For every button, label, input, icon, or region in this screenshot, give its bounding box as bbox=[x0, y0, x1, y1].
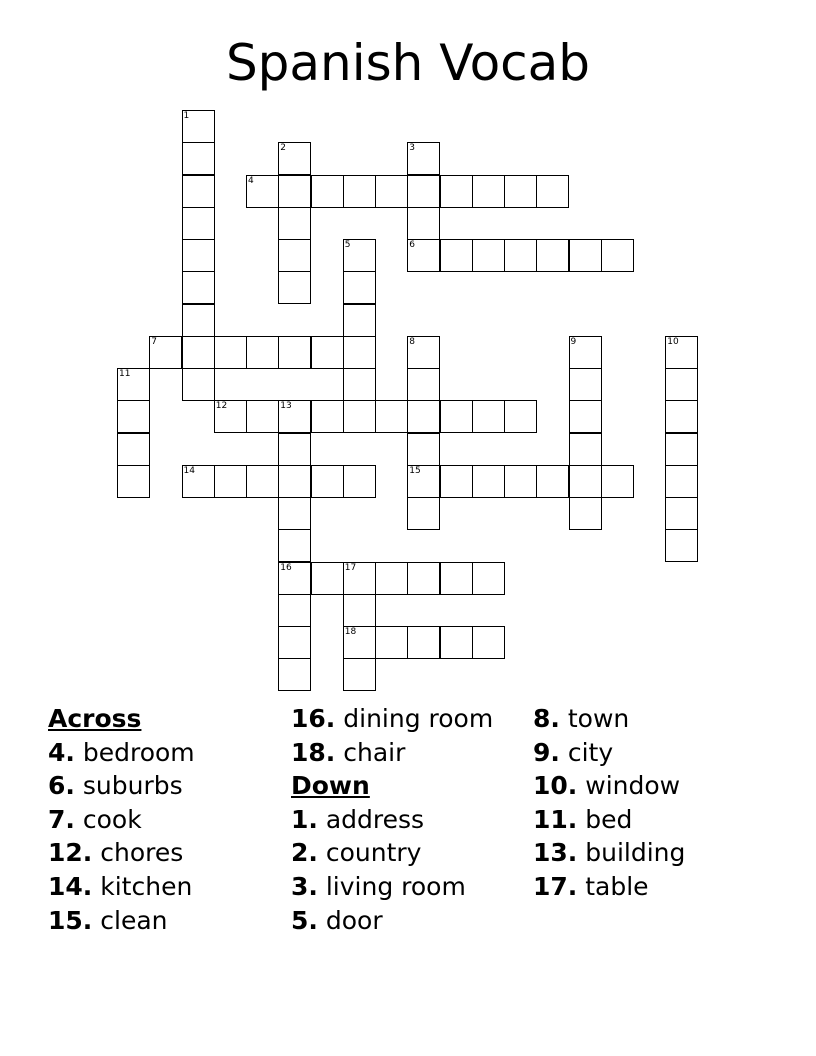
grid-cell[interactable] bbox=[182, 304, 215, 337]
clue-number: 8 bbox=[409, 336, 415, 347]
clue-number: 1 bbox=[183, 111, 190, 121]
clue-number: 5 bbox=[344, 240, 351, 250]
grid-cell[interactable] bbox=[601, 239, 634, 272]
grid-cell[interactable] bbox=[343, 626, 376, 659]
clue-number: 11 bbox=[119, 369, 131, 379]
grid-cell[interactable] bbox=[343, 368, 376, 401]
clue-down-5: 5. door bbox=[291, 905, 383, 935]
grid-cell[interactable] bbox=[440, 465, 473, 498]
grid-cell[interactable] bbox=[278, 142, 311, 175]
grid-cell[interactable] bbox=[246, 175, 279, 208]
grid-cell[interactable] bbox=[407, 626, 440, 659]
grid-cell[interactable] bbox=[472, 626, 505, 659]
grid-cell[interactable] bbox=[278, 271, 311, 304]
grid-cell[interactable] bbox=[569, 239, 602, 272]
clue-across-14: 14. kitchen bbox=[48, 871, 193, 901]
grid-cell[interactable] bbox=[246, 336, 279, 369]
grid-cell[interactable] bbox=[407, 433, 440, 466]
grid-cell[interactable] bbox=[278, 497, 311, 530]
grid-cell[interactable] bbox=[407, 400, 440, 433]
grid-cell[interactable] bbox=[343, 239, 376, 272]
grid-cell[interactable] bbox=[117, 368, 150, 401]
grid-cell[interactable] bbox=[504, 175, 537, 208]
grid-cell[interactable] bbox=[182, 207, 215, 240]
clue-column-3 bbox=[533, 702, 773, 904]
grid-cell[interactable] bbox=[278, 175, 311, 208]
grid-cell[interactable] bbox=[278, 433, 311, 466]
clue-number: 18 bbox=[344, 627, 357, 637]
grid-cell[interactable] bbox=[665, 368, 698, 401]
clue-number: 4 bbox=[248, 175, 254, 186]
clue-across-6: 6. suburbs bbox=[48, 771, 183, 801]
clue-number: 3 bbox=[409, 143, 415, 154]
clue-across-7: 7. cook bbox=[48, 804, 142, 834]
clue-number: 15 bbox=[409, 465, 421, 476]
grid-cell[interactable] bbox=[407, 497, 440, 530]
grid-cell[interactable] bbox=[278, 562, 311, 595]
grid-cell[interactable] bbox=[569, 400, 602, 433]
clue-number: 2 bbox=[280, 143, 286, 154]
grid-cell[interactable] bbox=[343, 658, 376, 691]
grid-cell[interactable] bbox=[504, 400, 537, 433]
clue-number: 17 bbox=[344, 562, 357, 573]
grid-cell[interactable] bbox=[214, 336, 247, 369]
grid-cell[interactable] bbox=[440, 175, 473, 208]
grid-cell[interactable] bbox=[472, 562, 505, 595]
clue-down-17: 17. table bbox=[533, 871, 649, 901]
grid-cell[interactable] bbox=[472, 465, 505, 498]
grid-cell[interactable] bbox=[375, 562, 408, 595]
grid-cell[interactable] bbox=[182, 336, 215, 369]
grid-cell[interactable] bbox=[665, 433, 698, 466]
grid-cell[interactable] bbox=[375, 175, 408, 208]
grid-cell[interactable] bbox=[149, 336, 182, 369]
clue-number: 6 bbox=[409, 240, 415, 250]
clue-number: 12 bbox=[215, 401, 228, 412]
grid-cell[interactable] bbox=[569, 497, 602, 530]
clue-across-18: 18. chair bbox=[291, 737, 406, 767]
grid-cell[interactable] bbox=[536, 175, 569, 208]
grid-cell[interactable] bbox=[278, 400, 311, 433]
clue-down-13: 13. building bbox=[533, 838, 686, 868]
grid-cell[interactable] bbox=[343, 175, 376, 208]
grid-cell[interactable] bbox=[440, 239, 473, 272]
grid-cell[interactable] bbox=[343, 304, 376, 337]
clue-number: 16 bbox=[280, 562, 292, 573]
clue-number: 9 bbox=[570, 336, 577, 347]
clue-across-4: 4. bedroom bbox=[48, 737, 195, 767]
clue-across-16: 16. dining room bbox=[291, 704, 494, 733]
grid-cell[interactable] bbox=[665, 465, 698, 498]
grid-cell[interactable] bbox=[569, 368, 602, 401]
clue-down-9: 9. city bbox=[533, 737, 614, 767]
grid-cell[interactable] bbox=[440, 626, 473, 659]
grid-cell[interactable] bbox=[665, 336, 698, 369]
grid-cell[interactable] bbox=[117, 400, 150, 433]
clue-down-2: 2. country bbox=[291, 838, 422, 868]
grid-cell[interactable] bbox=[182, 271, 215, 304]
grid-cell[interactable] bbox=[278, 336, 311, 369]
grid-cell[interactable] bbox=[440, 400, 473, 433]
grid-cell[interactable] bbox=[182, 368, 215, 401]
grid-cell[interactable] bbox=[278, 207, 311, 240]
grid-cell[interactable] bbox=[343, 336, 376, 369]
clue-number: 7 bbox=[151, 336, 157, 347]
grid-cell[interactable] bbox=[182, 465, 215, 498]
grid-cell[interactable] bbox=[311, 175, 344, 208]
grid-cell[interactable] bbox=[440, 562, 473, 595]
grid-cell[interactable] bbox=[375, 626, 408, 659]
down-heading: Down bbox=[291, 771, 370, 801]
grid-cell[interactable] bbox=[278, 626, 311, 659]
clue-number: 14 bbox=[183, 465, 195, 476]
grid-cell[interactable] bbox=[407, 207, 440, 240]
clue-across-12: 12. chores bbox=[48, 838, 184, 868]
grid-cell[interactable] bbox=[311, 562, 344, 595]
grid-cell[interactable] bbox=[472, 400, 505, 433]
clue-column-1 bbox=[48, 702, 288, 937]
grid-cell[interactable] bbox=[407, 142, 440, 175]
grid-cell[interactable] bbox=[278, 658, 311, 691]
grid-cell[interactable] bbox=[311, 400, 344, 433]
grid-cell[interactable] bbox=[407, 336, 440, 369]
grid-cell[interactable] bbox=[182, 142, 215, 175]
grid-cell[interactable] bbox=[536, 465, 569, 498]
grid-cell[interactable] bbox=[407, 368, 440, 401]
grid-cell[interactable] bbox=[278, 594, 311, 627]
grid-cell[interactable] bbox=[343, 594, 376, 627]
grid-cell[interactable] bbox=[665, 497, 698, 530]
clue-across-15: 15. clean bbox=[48, 905, 168, 935]
grid-cell[interactable] bbox=[472, 175, 505, 208]
grid-cell[interactable] bbox=[665, 400, 698, 433]
grid-cell[interactable] bbox=[504, 465, 537, 498]
grid-cell[interactable] bbox=[343, 465, 376, 498]
grid-cell[interactable] bbox=[601, 465, 634, 498]
grid-cell[interactable] bbox=[214, 400, 247, 433]
grid-cell[interactable] bbox=[343, 271, 376, 304]
page-title: Spanish Vocab bbox=[225, 34, 591, 92]
clue-down-8: 8. town bbox=[533, 704, 630, 733]
grid-cell[interactable] bbox=[343, 562, 376, 595]
clue-down-1: 1. address bbox=[291, 804, 425, 834]
clue-down-11: 11. bed bbox=[533, 804, 633, 834]
clue-column-2 bbox=[291, 702, 531, 937]
grid-cell[interactable] bbox=[278, 529, 311, 562]
grid-cell[interactable] bbox=[311, 336, 344, 369]
grid-cell[interactable] bbox=[407, 239, 440, 272]
grid-cell[interactable] bbox=[504, 239, 537, 272]
clue-down-3: 3. living room bbox=[291, 871, 466, 901]
grid-cell[interactable] bbox=[182, 175, 215, 208]
grid-cell[interactable] bbox=[117, 465, 150, 498]
clue-number: 13 bbox=[280, 401, 292, 412]
grid-cell[interactable] bbox=[569, 465, 602, 498]
grid-cell[interactable] bbox=[569, 433, 602, 466]
grid-cell[interactable] bbox=[569, 336, 602, 369]
clue-number: 10 bbox=[667, 336, 679, 347]
grid-cell[interactable] bbox=[278, 465, 311, 498]
grid-cell[interactable] bbox=[407, 562, 440, 595]
grid-cell[interactable] bbox=[246, 400, 279, 433]
grid-cell[interactable] bbox=[665, 529, 698, 562]
grid-cell[interactable] bbox=[407, 175, 440, 208]
across-heading: Across bbox=[48, 704, 142, 733]
grid-cell[interactable] bbox=[375, 400, 408, 433]
grid-cell[interactable] bbox=[278, 239, 311, 272]
grid-cell[interactable] bbox=[182, 239, 215, 272]
grid-cell[interactable] bbox=[246, 465, 279, 498]
grid-cell[interactable] bbox=[407, 465, 440, 498]
grid-cell[interactable] bbox=[214, 465, 247, 498]
grid-cell[interactable] bbox=[182, 110, 215, 143]
clue-down-10: 10. window bbox=[533, 771, 681, 801]
grid-cell[interactable] bbox=[536, 239, 569, 272]
grid-cell[interactable] bbox=[311, 465, 344, 498]
grid-cell[interactable] bbox=[343, 400, 376, 433]
grid-cell[interactable] bbox=[472, 239, 505, 272]
grid-cell[interactable] bbox=[117, 433, 150, 466]
